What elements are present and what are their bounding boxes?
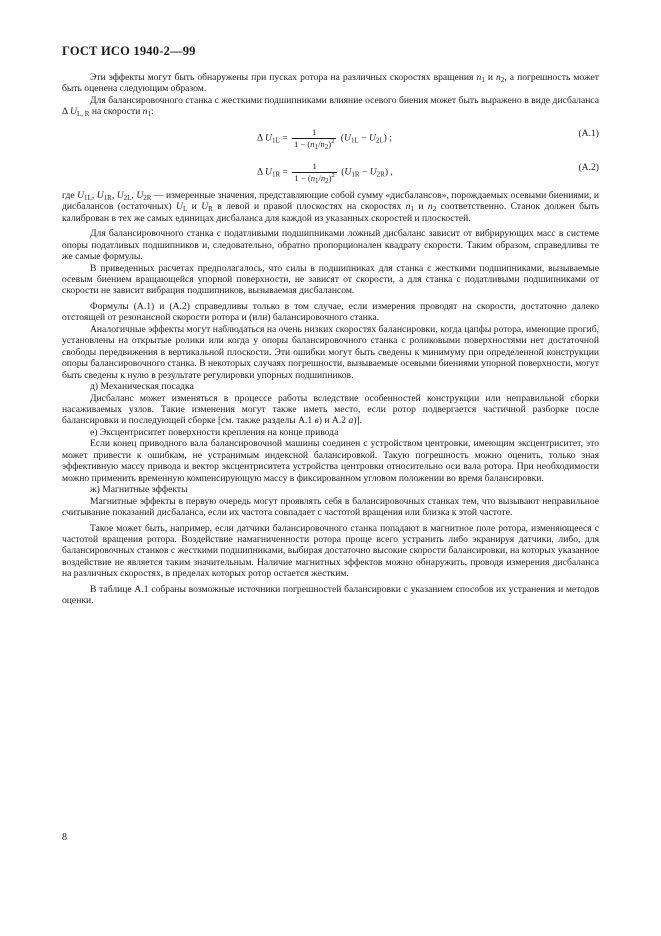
- paragraph-magnetic: Такое может быть, например, если датчики балансировочного станка попадают в магнитное поле ротора, изменяющееся с частотой вращения ротора. Воздействие намагниченности ротора проще всего устранить либо экранируя датчики, либо, для балансировочных станков с жесткими подшипниками, выбирая достаточно высокие скорости балансировки, на которых указанное воздействие не является таким значительным. Наличие магнитных эффектов можно обнаружить, проводя измерения дисбаланса на различных скоростях, в пределах которых ротор остается жестким.: [62, 522, 599, 580]
- equation-a1-number: (А.1): [578, 127, 599, 139]
- paragraph-calculations: В приведенных расчетах предполагалось, что силы в подшипниках для станка с жесткими подшипниками, вызываемые осевым биением вращающейся упорной поверхности, не зависят от скорости, а для станка с податливыми подшипниками от скорости не зависит вибрация подшипников, вызываемая дисбалансом.: [62, 262, 599, 297]
- section-zh-text: Магнитные эффекты в первую очередь могут проявлять себя в балансировочных станках тем, что вызывают неправильное считывание показаний дисбаланса, если их частота совпадает с частотой вращения или близка к этой частоте.: [62, 495, 599, 519]
- section-e-title: е) Эксцентриситет поверхности крепления на конце привода: [90, 426, 339, 438]
- document-header: ГОСТ ИСО 1940-2—99: [62, 44, 196, 58]
- section-d-title: д) Механическая посадка: [90, 381, 194, 393]
- section-zh-title: ж) Магнитные эффекты: [90, 484, 188, 496]
- paragraph-where: где $U_{1L}$, $U_{1R}$, $U_{2L}$, $U_{2R}$ — измеренные значения, представляющие собой сумму «дисбалансов», порождаемых осевыми биениями, и дисбалансов (остаточных) $U_L$ и $U_R$ в левой и правой плоскостях на скоростях $n_1$ и $n_2$ соответственно. Станок должен быть калиброван в тех же самых единицах дисбаланса для каждой из указанных скоростей и плоскостей.: [62, 189, 600, 224]
- paragraph-analogous: Аналогичные эффекты могут наблюдаться на очень низких скоростях балансировки, когда цапфы ротора, имеющие прогиб, установлены на открытые ролики или когда у опоры балансировочного станка с роликовыми поверхностями нет достаточной свободы передвижения в вертикальной плоскости. Эти ошибки могут быть сведены к минимуму при определенной конструкции опоры балансировочного станка. В некоторых случаях погрешности, вызываемые осевыми биениями упорной поверхности, могут быть сведены к нулю в результате регулировки упорных подшипников.: [62, 323, 599, 381]
- section-d-text: Дисбаланс может изменяться в процессе работы вследствие особенностей конструкции или неправильной сборки насаживаемых узлов. Такие изменения могут также иметь место, если ротор подвергается частичной разборке после балансировки и последующей сборке [см. также разделы А.1 в) и А.2 а)].: [62, 392, 599, 427]
- section-e-text: Если конец приводного вала балансировочной машины соединен с устройством центровки, имеющим эксцентриситет, это может привести к ошибкам, не устранимым индексной балансировкой. Такую погрешность можно оценить, только зная эффективную массу привода и вектор эксцентриситета устройства центровки относительно оси вала ротора. При необходимости можно применить временную компенсирующую массу в фиксированном угловом положении во время балансировки.: [62, 438, 599, 484]
- paragraph-soft-bearings: Для балансировочного станка с податливыми подшипниками ложный дисбаланс зависит от вибрирующих масс в системе опоры податливых подшипников и, следовательно, обратно пропорционален квадрату скорости. Таким образом, справедливы те же самые формулы.: [62, 228, 599, 263]
- paragraph-intro-1: Эти эффекты могут быть обнаружены при пусках ротора на различных скоростях вращения $n_1$ и $n_2$, а погрешность может быть оценена следующим образом.: [62, 72, 599, 95]
- paragraph-formulas: Формулы (А.1) и (А.2) справедливы только в том случае, если измерения проводят на скорости, достаточно далеко отстоящей от резонансной скорости ротора и (или) балансировочного станка.: [62, 300, 599, 324]
- paragraph-table-reference: В таблице А.1 собраны возможные источники погрешностей балансировки с указанием способов их устранения и методов оценки.: [62, 583, 599, 607]
- paragraph-intro-2: Для балансировочного станка с жесткими подшипниками влияние осевого биения может быть выражено в виде дисбаланса Δ $U_{L, R}$ на скорости $n_1$:: [62, 94, 599, 119]
- page-number: 8: [62, 832, 67, 843]
- equation-a2: Δ $U_{1R}$ = $\frac{1}{1 - (n_1/n_2)^2}$ $(U_{1R} - U_{2R})$ , (А.2): [257, 160, 599, 185]
- equation-a1: Δ $U_{1L}$ = $\frac{1}{1 - (n_1/n_2)^2}$ $(U_{1L} - U_{2L})$ ; (А.1): [257, 126, 599, 151]
- document-body: [62, 72, 599, 607]
- equation-a2-number: (А.2): [578, 161, 599, 173]
